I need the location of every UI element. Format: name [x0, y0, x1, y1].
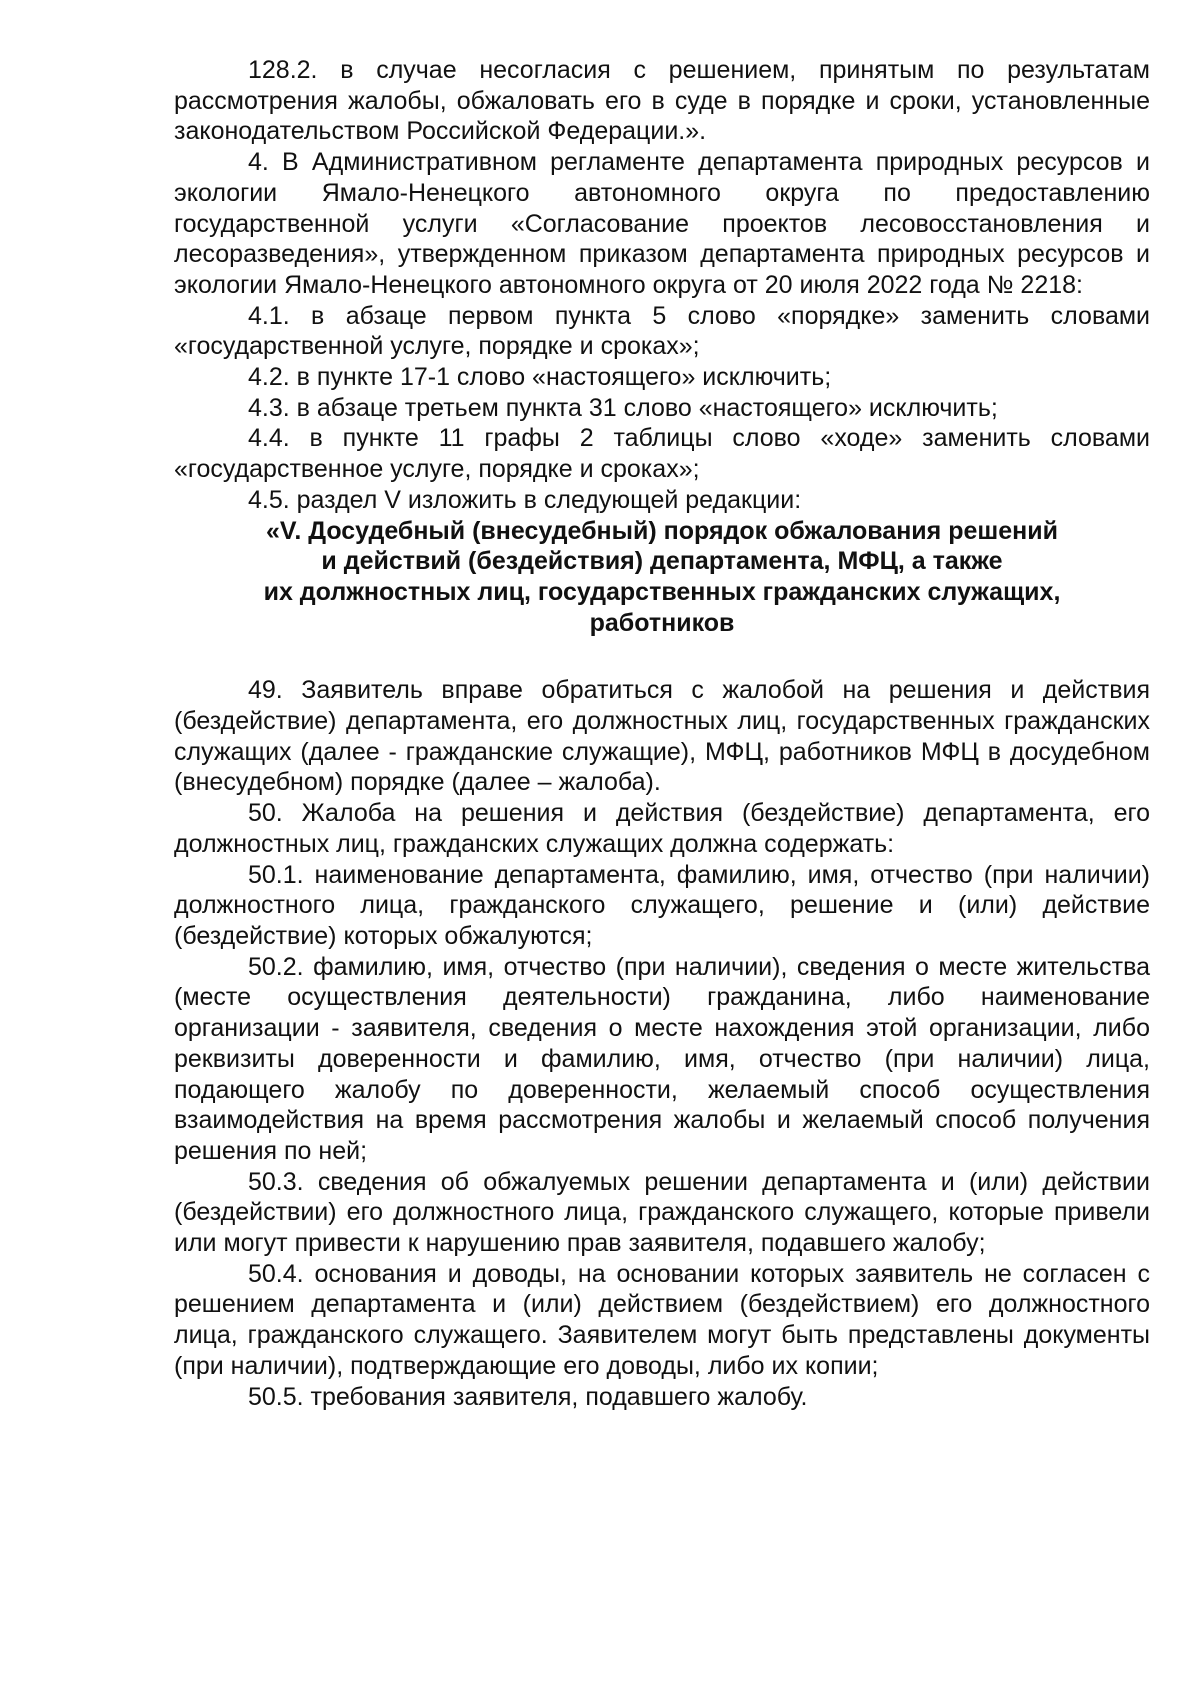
- paragraph-4-1: 4.1. в абзаце первом пункта 5 слово «порядке» заменить словами «государственной услуге, порядке и сроках»;: [174, 301, 1150, 361]
- paragraph-50: 50. Жалоба на решения и действия (бездействие) департамента, его должностных лиц, гражданских служащих должна содержать:: [174, 799, 1150, 858]
- paragraph-4-5: 4.5. раздел V изложить в следующей редакции:: [248, 485, 802, 514]
- paragraph-4-2: 4.2. в пункте 17-1 слово «настоящего» исключить;: [248, 363, 832, 392]
- section-heading-line: и действий (бездействия) департамента, МФЦ, а также: [321, 547, 1003, 576]
- spacer: [174, 638, 1150, 675]
- paragraph-50-1: 50.1. наименование департамента, фамилию, имя, отчество (при наличии) должностного лица, гражданского служащего, решение и (или) действие (бездействие) которых обжалуются;: [174, 860, 1150, 950]
- paragraph-50-2: 50.2. фамилию, имя, отчество (при наличии), сведения о месте жительства (месте осуществления деятельности) гражданина, либо наименование организации - заявителя, сведения о месте нахождения этой организации, либо реквизиты доверенности и фамилию, имя, отчество (при наличии) лица, подающего жалобу по доверенности, желаемый способ осуществления взаимодействия на время рассмотрения жалобы и желаемый способ получения решения по ней;: [174, 952, 1150, 1165]
- paragraph-4-3: 4.3. в абзаце третьем пункта 31 слово «настоящего» исключить;: [248, 393, 998, 422]
- paragraph-50-4: 50.4. основания и доводы, на основании которых заявитель не согласен с решением департамента и (или) действием (бездействием) его должностного лица, гражданского служащего. Заявителем могут быть представлены документы (при наличии), подтверждающие его доводы, либо их копии;: [174, 1259, 1150, 1380]
- paragraph-50-3: 50.3. сведения об обжалуемых решении департамента и (или) действии (бездействии) его должностного лица, гражданского служащего, которые привели или могут привести к нарушению прав заявителя, подавшего жалобу;: [174, 1167, 1150, 1258]
- paragraph-4-4: 4.4. в пункте 11 графы 2 таблицы слово «ходе» заменить словами «государственное услуге, порядке и сроках»;: [174, 424, 1150, 484]
- document-page: [174, 55, 1150, 1412]
- paragraph-4: 4. В Административном регламенте департамента природных ресурсов и экологии Ямало-Ненецкого автономного округа по предоставлению государственной услуги «Согласование проектов лесовосстановления и лесоразведения», утвержденном приказом департамента природных ресурсов и экологии Ямало-Ненецкого автономного округа от 20 июля 2022 года № 2218:: [174, 148, 1150, 299]
- section-heading-line: «V. Досудебный (внесудебный) порядок обжалования решений: [266, 516, 1058, 545]
- paragraph-49: 49. Заявитель вправе обратиться с жалобой на решения и действия (бездействие) департамента, его должностных лиц, государственных гражданских служащих (далее - гражданские служащие), МФЦ, работников МФЦ в досудебном (внесудебном) порядке (далее – жалоба).: [174, 676, 1150, 797]
- section-heading: [174, 516, 1150, 639]
- section-heading-line: работников: [589, 608, 735, 637]
- paragraph-50-5: 50.5. требования заявителя, подавшего жалобу.: [248, 1382, 808, 1411]
- section-heading-line: их должностных лиц, государственных гражданских служащих,: [263, 577, 1061, 606]
- paragraph-128-2: 128.2. в случае несогласия с решением, принятым по результатам рассмотрения жалобы, обжаловать его в суде в порядке и сроки, установленные законодательством Российской Федерации.».: [174, 56, 1150, 146]
